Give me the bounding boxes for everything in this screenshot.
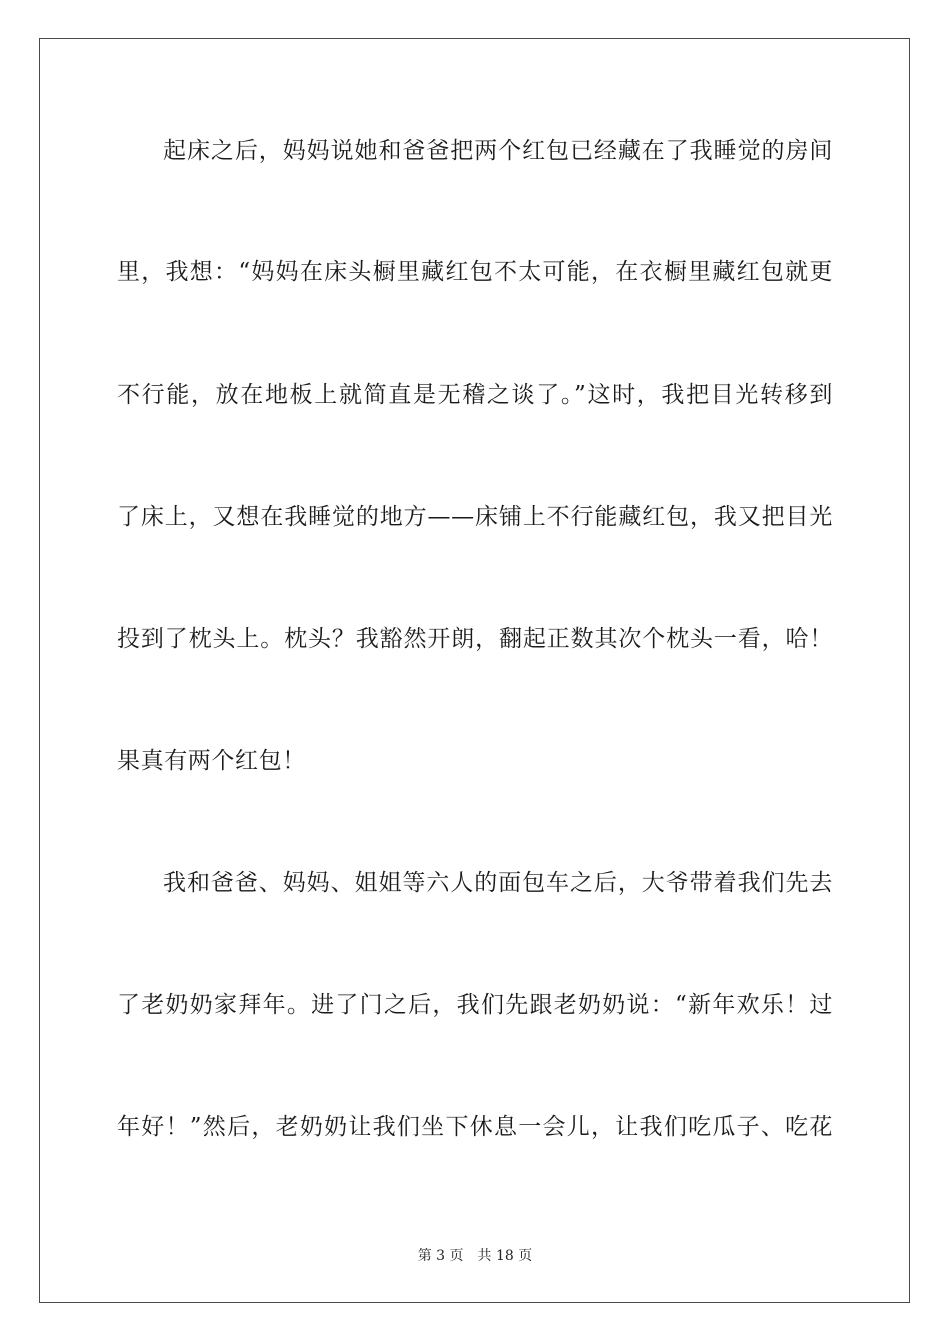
page-number: 第 3 页 [417,1248,464,1264]
paragraph-line: 了床上，又想在我睡觉的地方——床铺上不行能藏红包，我又把目光 [117,504,833,530]
paragraph-line: 年好！”然后，老奶奶让我们坐下休息一会儿，让我们吃瓜子、吃花 [117,1114,833,1140]
page-footer [0,1247,950,1265]
paragraph-line: 里，我想：“妈妈在床头橱里藏红包不太可能，在衣橱里藏红包就更 [117,259,833,285]
paragraph-line: 起床之后，妈妈说她和爸爸把两个红包已经藏在了我睡觉的房间 [163,138,833,164]
paragraph-line: 了老奶奶家拜年。进了门之后，我们先跟老奶奶说：“新年欢乐！过 [117,992,833,1018]
page-total: 共 18 页 [477,1248,533,1264]
paragraph-line: 不行能，放在地板上就简直是无稽之谈了。”这时，我把目光转移到 [117,382,833,408]
paragraph-line: 果真有两个红包！ [117,748,306,774]
paragraph-line: 我和爸爸、妈妈、姐姐等六人的面包车之后，大爷带着我们先去 [163,870,833,896]
paragraph-line: 投到了枕头上。枕头？我豁然开朗，翻起正数其次个枕头一看，哈！ [117,626,833,652]
